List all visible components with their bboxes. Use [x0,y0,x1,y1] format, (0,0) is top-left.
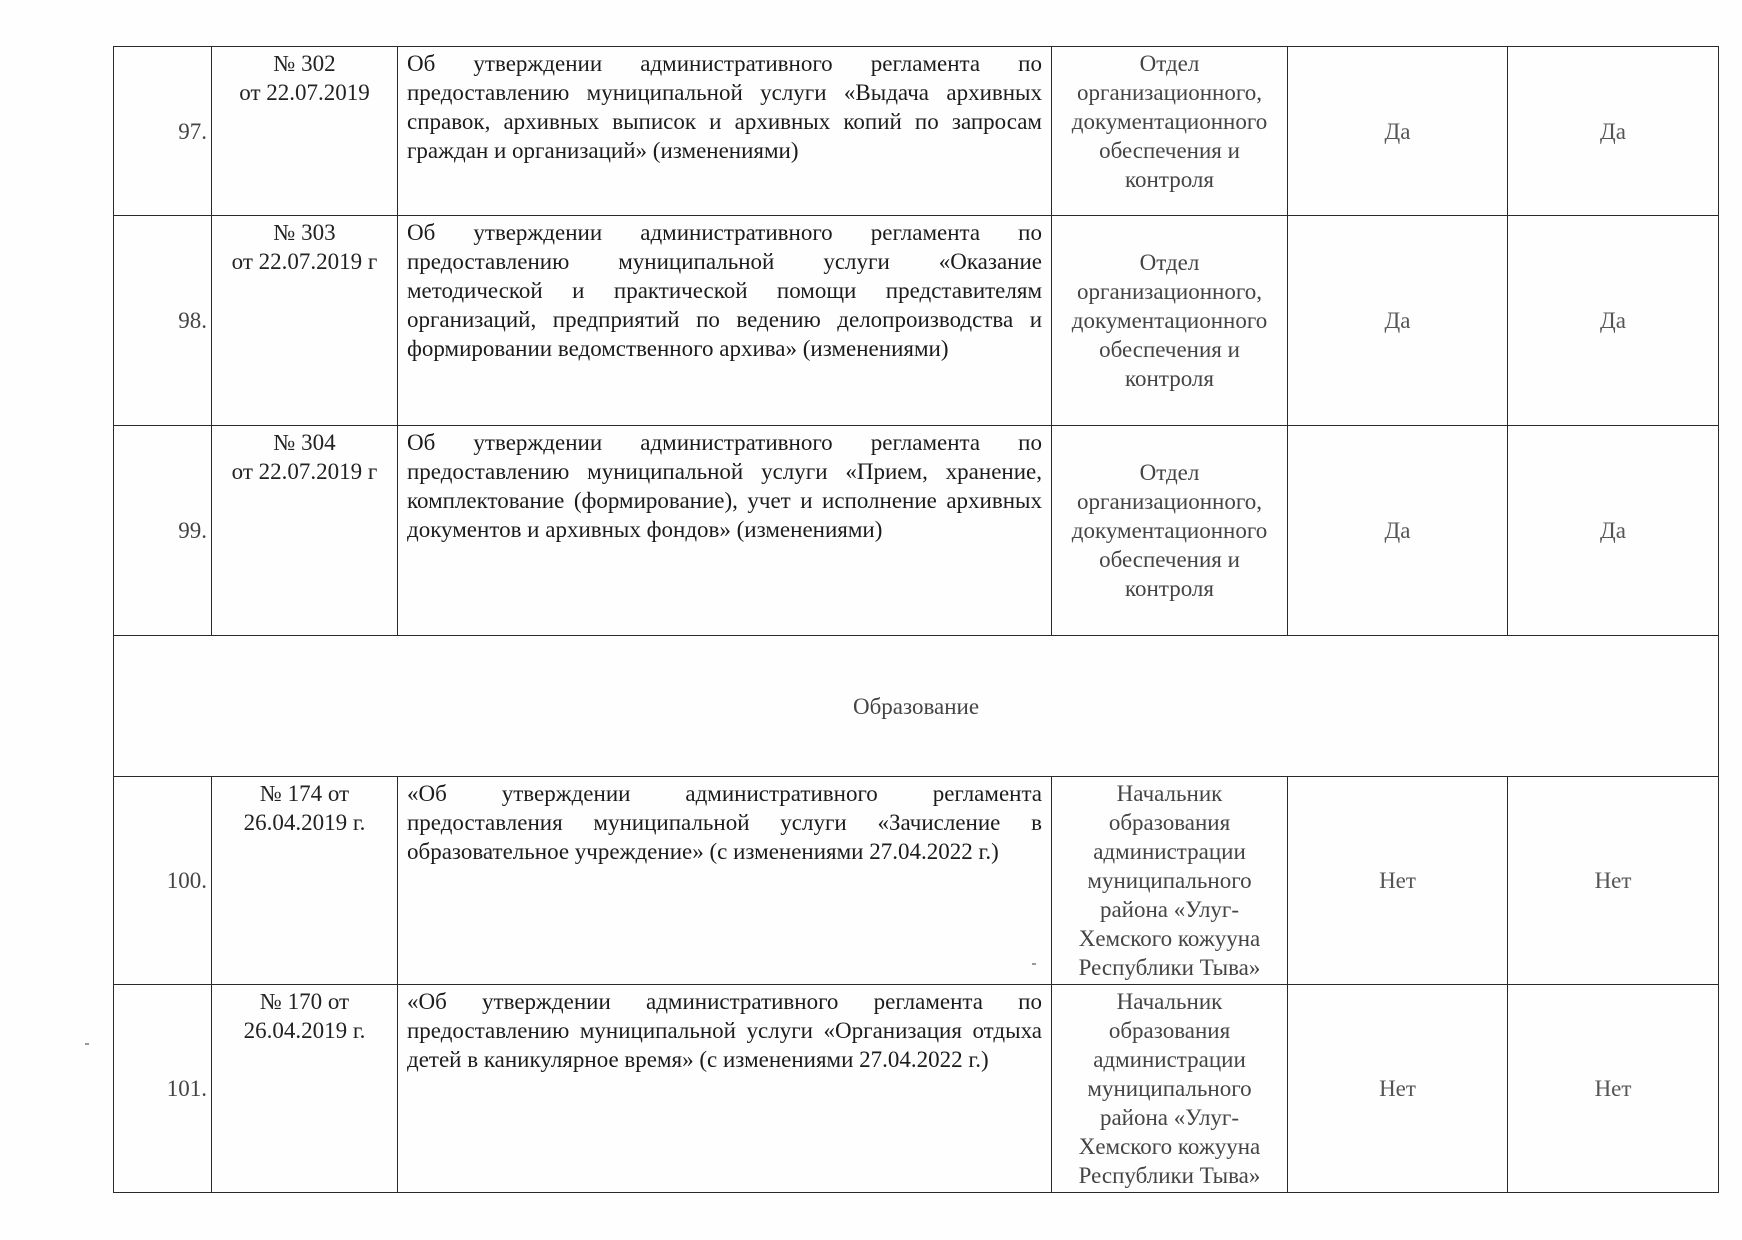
flag-cell-a: Да [1288,47,1508,216]
document-number: № 302 [273,51,336,76]
regulations-table [113,46,1719,1193]
document-reference [212,777,398,985]
regulation-title: Об утверждении административного регламента по предоставлению муниципальной услуги «Оказание методической и практической помощи представителям организаций, предприятий по ведению делопроизводства и формировании ведомственного архива» (изменениями) [398,216,1052,426]
responsible-line: Начальник [1116,989,1223,1014]
table-row [114,426,1719,636]
responsible-line: контроля [1125,576,1214,601]
responsible-line: Отдел [1139,460,1200,485]
row-number: 98. [114,216,212,426]
responsible-unit [1052,426,1288,636]
row-number: 100. [114,777,212,985]
responsible-unit [1052,985,1288,1193]
responsible-line: образования [1108,1018,1231,1043]
scan-speck [1032,963,1036,965]
responsible-line: Республики Тыва» [1078,1163,1261,1188]
regulation-title: «Об утверждении административного регламента предоставления муниципальной услуги «Зачисление в образовательное учреждение» (с изменениями 27.04.2022 г.) [398,777,1052,985]
responsible-line: Хемского кожууна [1078,1134,1261,1159]
table-row [114,47,1719,216]
responsible-line: документационного [1071,518,1268,543]
responsible-unit [1052,216,1288,426]
flag-cell-a: Да [1288,216,1508,426]
responsible-line: организационного, [1077,489,1262,514]
responsible-line: Отдел [1139,51,1200,76]
responsible-line: организационного, [1077,279,1262,304]
table-row [114,777,1719,985]
flag-cell-b: Да [1508,426,1719,636]
document-date: от 22.07.2019 [239,80,370,105]
table-row [114,216,1719,426]
responsible-line: образования [1108,810,1231,835]
row-number: 97. [114,47,212,216]
responsible-line: муниципального [1087,1076,1252,1101]
section-title: Образование [852,693,980,719]
row-number: 101. [114,985,212,1193]
document-date: 26.04.2019 г. [243,1018,366,1043]
flag-cell-b: Нет [1508,777,1719,985]
responsible-line: обеспечения и [1099,138,1240,163]
section-heading [114,636,1719,777]
document-number: № 304 [273,430,336,455]
responsible-line: документационного [1071,308,1268,333]
document-date: от 22.07.2019 г [231,249,378,274]
responsible-unit [1052,47,1288,216]
row-number: 99. [114,426,212,636]
document-date: от 22.07.2019 г [231,459,378,484]
section-row [114,636,1719,777]
flag-cell-a: Нет [1288,777,1508,985]
responsible-line: Хемского кожууна [1078,926,1261,951]
document-number: № 303 [273,220,336,245]
responsible-line: района «Улуг- [1099,897,1240,922]
document-date: 26.04.2019 г. [243,810,366,835]
responsible-line: контроля [1125,366,1214,391]
flag-cell-a: Да [1288,426,1508,636]
responsible-line: администрации [1093,839,1246,864]
document-reference [212,426,398,636]
document-number: № 174 от [259,781,350,806]
responsible-line: муниципального [1087,868,1252,893]
responsible-line: документационного [1071,109,1268,134]
responsible-line: контроля [1125,167,1214,192]
document-reference [212,985,398,1193]
flag-cell-b: Да [1508,47,1719,216]
responsible-line: администрации [1093,1047,1246,1072]
document-reference [212,47,398,216]
regulation-title: Об утверждении административного регламента по предоставлению муниципальной услуги «Выдача архивных справок, архивных выписок и архивных копий по запросам граждан и организаций» (изменениями) [398,47,1052,216]
responsible-line: обеспечения и [1099,337,1240,362]
responsible-line: Отдел [1139,250,1200,275]
regulation-title: «Об утверждении административного регламента по предоставлению муниципальной услуги «Организация отдыха детей в каникулярное время» (с изменениями 27.04.2022 г.) [398,985,1052,1193]
scan-speck [85,1043,89,1045]
responsible-line: Начальник [1116,781,1223,806]
flag-cell-b: Да [1508,216,1719,426]
responsible-line: Республики Тыва» [1078,955,1261,980]
table-row [114,985,1719,1193]
flag-cell-a: Нет [1288,985,1508,1193]
document-reference [212,216,398,426]
flag-cell-b: Нет [1508,985,1719,1193]
responsible-line: обеспечения и [1099,547,1240,572]
document-number: № 170 от [259,989,350,1014]
responsible-unit [1052,777,1288,985]
responsible-line: организационного, [1077,80,1262,105]
responsible-line: района «Улуг- [1099,1105,1240,1130]
regulation-title: Об утверждении административного регламента по предоставлению муниципальной услуги «Прием, хранение, комплектование (формирование), учет и исполнение архивных документов и архивных фондов» (изменениями) [398,426,1052,636]
